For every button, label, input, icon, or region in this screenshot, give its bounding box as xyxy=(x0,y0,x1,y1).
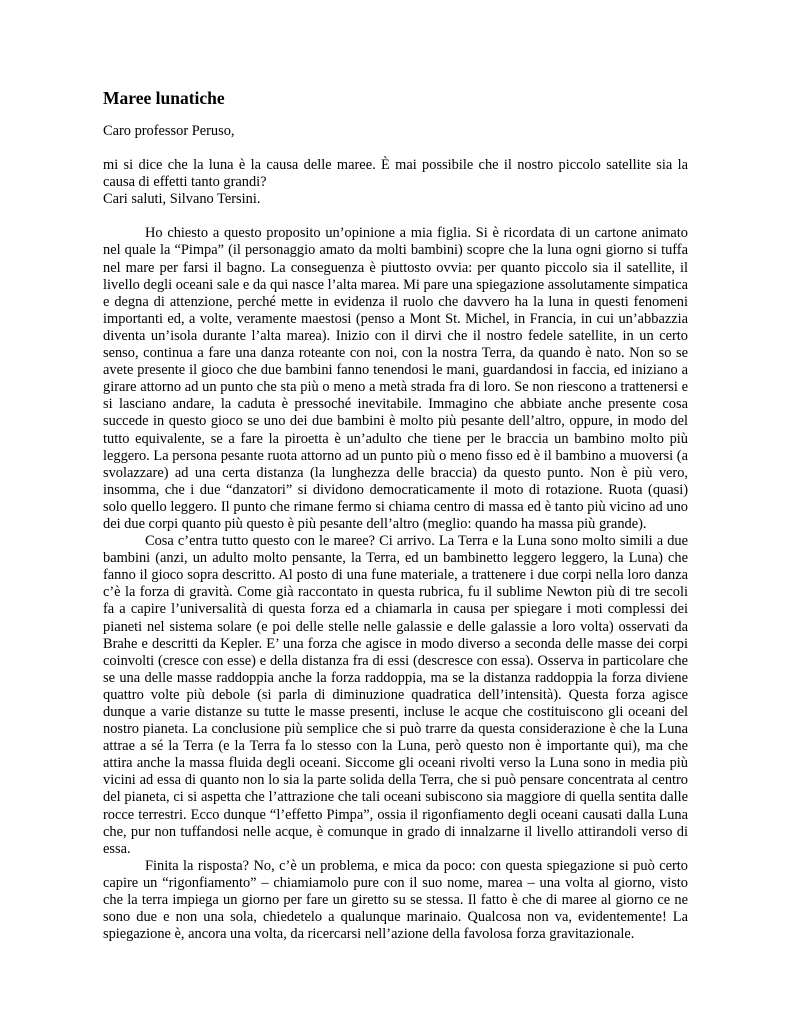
letter-question: mi si dice che la luna è la causa delle maree. È mai possibile che il nostro piccolo satellite sia la causa di effetti tanto grandi? xyxy=(103,157,688,191)
letter-signature: Cari saluti, Silvano Tersini. xyxy=(103,191,261,208)
article-title: Maree lunatiche xyxy=(103,88,225,108)
document-page xyxy=(103,88,688,943)
salutation: Caro professor Peruso, xyxy=(103,123,235,139)
body-paragraph-1: Ho chiesto a questo proposito un’opinione a mia figlia. Si è ricordata di un cartone animato nel quale la “Pimpa” (il personaggio amato da molti bambini) scopre che la luna ogni giorno si tuffa nel mare per farsi il bagno. La conseguenza è piuttosto ovvia: per quanto piccolo sia il satellite, il livello degli oceani sale e da qui nasce l’alta marea. Mi pare una spiegazione assolutamente simpatica e degna di attenzione, perché mette in evidenza il ruolo che davvero ha la luna in questi fenomeni importanti ed, a volte, veramente maestosi (penso a Mont St. Michel, in Francia, in cui un’abbazzia diventa un’isola durante l’alta marea). Inizio con il dirvi che il nostro fedele satellite, in un certo senso, continua a fare una danza roteante con noi, con la nostra Terra, da quando è nato. Non so se avete presente il gioco che due bambini fanno tenendosi le mani, guardandosi in faccia, ed iniziano a girare attorno ad un punto che sta più o meno a metà strada fra di loro. Se non riescono a trattenersi e si lasciano andare, la caduta è pressoché inevitabile. Immagino che abbiate anche presente cosa succede in questo gioco se uno dei due bambini è molto più pesante dell’altro, oppure, in modo del tutto equivalente, se a fare la piroetta è un’adulto che tiene per le braccia un bambino molto più leggero. La persona pesante ruota attorno ad un punto più o meno fisso ed è il bambino a muoversi (a svolazzare) ad una certa distanza (la lunghezza delle braccia) da questo punto. Non è più vero, insomma, che i due “danzatori” si dividono democraticamente il moto di rotazione. Ruota (quasi) solo quello leggero. Il punto che rimane fermo si chiama centro di massa ed è tanto più vicino ad uno dei due corpi quanto più questo è più pesante dell’altro (meglio: quando ha massa più grande). xyxy=(103,225,688,532)
body-paragraph-3: Finita la risposta? No, c’è un problema, e mica da poco: con questa spiegazione si può certo capire un “rigonfiamento” – chiamiamolo pure con il suo nome, marea – una volta al giorno, visto che la terra impiega un giorno per fare un giretto su se stessa. Il fatto è che di maree al giorno ce ne sono due e non una sola, chiedetelo a qualunque marinaio. Qualcosa non va, evidentemente! La spiegazione è, ancora una volta, da ricercarsi nell’azione della favolosa forza gravitazionale. xyxy=(103,857,688,943)
body-paragraph-2: Cosa c’entra tutto questo con le maree? Ci arrivo. La Terra e la Luna sono molto simili a due bambini (anzi, un adulto molto pensante, la Terra, ed un bambinetto leggero leggero, la Luna) che fanno il gioco sopra descritto. Al posto di una fune materiale, a trattenere i due corpi nella loro danza c’è la forza di gravità. Come già raccontato in questa rubrica, fu il sublime Newton più di tre secoli fa a capire l’universalità di questa forza ed a chiamarla in causa per spiegare i moti complessi dei pianeti nel sistema solare (e poi delle stelle nelle galassie e delle galassie a loro volta) osservati da Brahe e descritti da Kepler. E’ una forza che agisce in modo diverso a seconda delle masse dei corpi coinvolti (cresce con esse) e della distanza fra di essi (descresce con essa). Osserva in particolare che se una delle masse raddoppia anche la forza raddoppia, ma se la distanza raddoppia la forza diviene quattro volte più debole (si parla di diminuzione quadratica dell’intensità). Questa forza agisce dunque a varie distanze su tutte le masse presenti, incluse le acque che costituiscono gli oceani del nostro pianeta. La conclusione più semplice che si può trarre da questa considerazione è che la Luna attrae a sé la Terra (e la Terra fa lo stesso con la Luna, però questo non è importante qui), ma che attira anche la massa fluida degli oceani. Siccome gli oceani rivolti verso la Luna sono in media più vicini ad essa di quanto non lo sia la parte solida della Terra, che si può pensare concentrata al centro del pianeta, ci si aspetta che l’attrazione che tali oceani subiscono sia maggiore di quella sentita dalle rocce terrestri. Ecco dunque “l’effetto Pimpa”, ossia il rigonfiamento degli oceani causati dalla Luna che, pur non tuffandosi nelle acque, è comunque in grado di innalzarne il livello attirandoli verso di essa. xyxy=(103,533,688,857)
reader-letter xyxy=(103,157,688,208)
paragraph-gap xyxy=(103,208,688,225)
